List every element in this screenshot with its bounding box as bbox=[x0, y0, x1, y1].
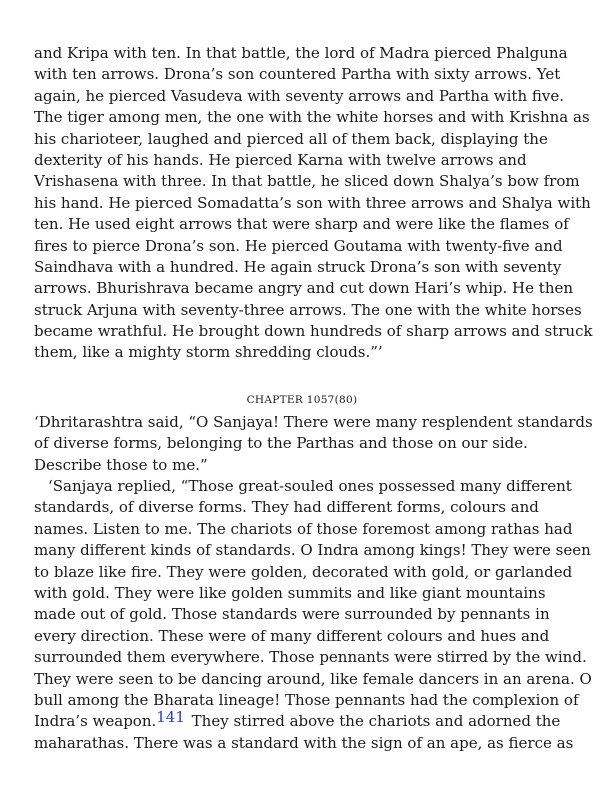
text-line: surrounded them everywhere. Those pennants were stirred by the wind. bbox=[34, 648, 587, 667]
text-line: made out of gold. Those standards were surrounded by pennants in bbox=[34, 605, 550, 624]
chapter-heading: CHAPTER 1057(80) bbox=[246, 394, 358, 406]
text-line: his hand. He pierced Somadatta’s son with three arrows and Shalya with bbox=[34, 193, 591, 212]
text-line: them, like a mighty storm shredding clouds.”’ bbox=[34, 343, 383, 362]
text-line: Vrishasena with three. In that battle, he sliced down Shalya’s bow from bbox=[34, 172, 580, 191]
text-fragment: They stirred above the chariots and adorned the bbox=[186, 712, 561, 731]
text-line: fires to pierce Drona’s son. He pierced Goutama with twenty-five and bbox=[34, 236, 563, 255]
text-line: maharathas. There was a standard with the sign of an ape, as fierce as bbox=[34, 733, 574, 752]
text-line: of diverse forms, belonging to the Parthas and those on our side. bbox=[34, 434, 528, 453]
text-line: dexterity of his hands. He pierced Karna with twelve arrows and bbox=[34, 150, 527, 169]
text-line: again, he pierced Vasudeva with seventy arrows and Partha with five. bbox=[34, 86, 564, 105]
footnote-link[interactable]: 141 bbox=[156, 708, 185, 727]
text-line: The tiger among men, the one with the white horses and with Krishna as bbox=[34, 108, 590, 127]
text-line: every direction. These were of many different colours and hues and bbox=[34, 626, 550, 645]
text-line: They were seen to be dancing around, like female dancers in an arena. O bbox=[34, 669, 592, 688]
text-line: ten. He used eight arrows that were sharp and were like the flames of bbox=[34, 215, 569, 234]
text-line: bull among the Bharata lineage! Those pennants had the complexion of bbox=[34, 690, 579, 709]
text-line: and Kripa with ten. In that battle, the lord of Madra pierced Phalguna bbox=[34, 44, 568, 62]
text-line: with gold. They were like golden summits and like giant mountains bbox=[34, 583, 546, 602]
text-line: standards, of diverse forms. They had different forms, colours and bbox=[34, 498, 539, 517]
text-line: became wrathful. He brought down hundreds of sharp arrows and struck bbox=[34, 322, 593, 341]
text-line: to blaze like fire. They were golden, decorated with gold, or garlanded bbox=[34, 562, 573, 581]
text-line: his charioteer, laughed and pierced all of them back, displaying the bbox=[34, 129, 548, 148]
text-line: with ten arrows. Drona’s son countered Partha with sixty arrows. Yet bbox=[34, 65, 561, 84]
text-line: names. Listen to me. The chariots of those foremost among rathas had bbox=[34, 519, 573, 538]
paragraph-sanjaya bbox=[34, 476, 592, 754]
text-line: Saindhava with a hundred. He again struck Drona’s son with seventy bbox=[34, 257, 562, 276]
text-line: arrows. Bhurishrava became angry and cut down Hari’s whip. He then bbox=[34, 279, 574, 298]
text-line: ‘Dhritarashtra said, “O Sanjaya! There were many resplendent standards bbox=[34, 413, 593, 431]
text-line: many different kinds of standards. O Indra among kings! They were seen bbox=[34, 541, 591, 560]
text-line-with-footnote bbox=[34, 708, 572, 732]
paragraph-dhritarashtra bbox=[34, 412, 593, 476]
text-line: Describe those to me.” bbox=[34, 455, 208, 474]
text-line: struck Arjuna with seventy-three arrows. The one with the white horses bbox=[34, 300, 582, 319]
text-line: ‘Sanjaya replied, “Those great-souled ones possessed many different bbox=[48, 477, 572, 495]
text-fragment: Indra’s weapon. bbox=[34, 712, 157, 731]
paragraph-battle bbox=[34, 43, 593, 364]
